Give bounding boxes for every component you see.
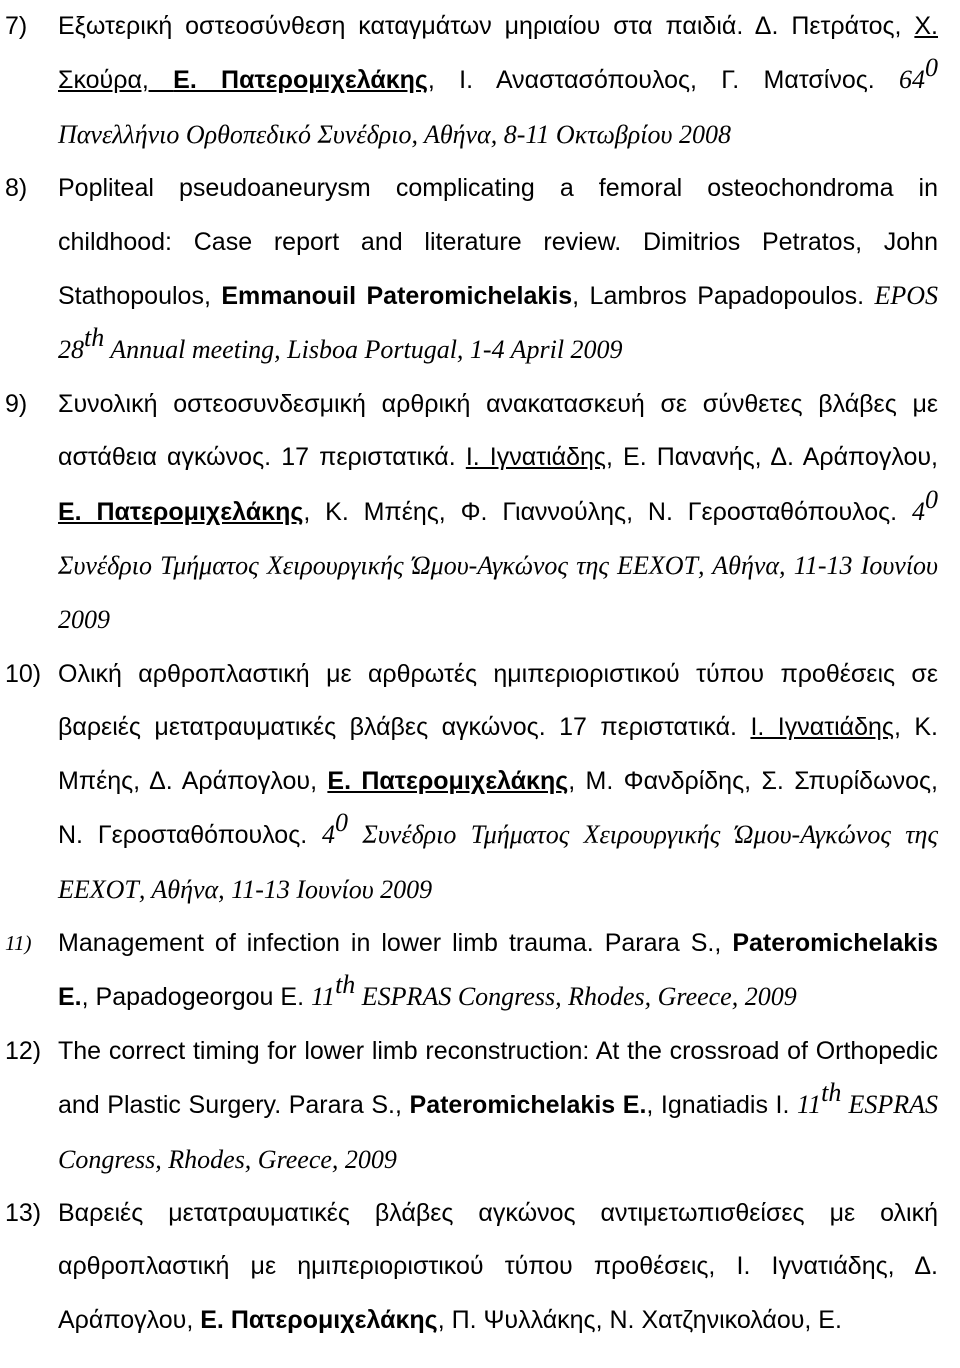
entry-text-segment: Emmanouil Pateromichelakis <box>221 282 573 311</box>
entry-text-segment: 64 <box>899 65 926 95</box>
entry-text-segment: 4 <box>322 820 336 850</box>
entry-number: 12) <box>5 1036 42 1065</box>
entry-text-segment: th <box>335 970 356 1000</box>
entry-text-segment: Βαρειές μετατραυματικές βλάβες αγκώνος αντιμετωπισθείσες με ολική αρθροπλαστική με ημιπεριοριστικού τύπου προθέσεις, Ι. Ιγνατιάδης, Δ. Αράπογλου, <box>58 1198 938 1334</box>
entry-text-segment: Ολική αρθροπλαστική με αρθρωτές ημιπεριοριστικού τύπου προθέσεις σε βαρειές μετατραυματικές βλάβες αγκώνος. 17 περιστατικά. <box>58 659 938 742</box>
entry-text-segment: Ε. Πατερομιχελάκης <box>200 1305 438 1334</box>
entry-text-segment: Ε. Πατερομιχελάκης <box>327 766 569 795</box>
entry-text-segment: Χ. Σκούρα, <box>58 12 938 95</box>
entry-text-segment: Ι. Ιγνατιάδης <box>465 443 606 472</box>
entry-text-segment: th <box>84 323 105 353</box>
entry-text-segment: , Lambros Papadopoulos. <box>572 282 875 311</box>
publication-entry <box>0 0 960 162</box>
entry-text-segment: Εξωτερική οστεοσύνθεση καταγμάτων μηριαίου στα παιδιά. Δ. Πετράτος, <box>58 12 915 40</box>
entry-number: 11) <box>5 930 32 955</box>
entry-number: 8) <box>5 174 28 203</box>
entry-text-segment: , Papadogeorgou E. <box>81 983 311 1012</box>
entry-text-segment: The correct timing for lower limb reconstruction: At the crossroad of Orthopedic and Plastic Surgery. Parara S., <box>58 1036 938 1120</box>
entry-text-segment: Popliteal pseudoaneurysm complicating a femoral osteochondroma in childhood: Case report and literature review. Dimitrios Petratos, John Stathopoulos, <box>58 174 938 311</box>
publication-entry <box>0 378 960 648</box>
entry-text-segment: , Ε. Πανανής, Δ. Αράπογλου, <box>605 443 938 472</box>
entry-text-segment: , Π. Ψυλλάκης, Ν. Χατζηνικολάου, Ε. <box>437 1305 842 1334</box>
entry-text-segment: Annual meeting, Lisboa Portugal, 1-4 April 2009 <box>104 335 623 365</box>
entry-text-segment: Pateromichelakis E. <box>58 928 938 1012</box>
entry-text-segment: Ε. Πατερομιχελάκης <box>58 497 304 526</box>
entry-text-segment: 11 <box>310 982 336 1012</box>
publication-entry <box>0 1187 960 1347</box>
entry-text-segment: 11 <box>797 1090 822 1120</box>
entry-text-segment: Συνολική οστεοσυνδεσμική αρθρική ανακατασκευή σε σύνθετες βλάβες με αστάθεια αγκώνος. 17 περιστατικά. <box>58 389 938 472</box>
entry-text-segment: ESPRAS Congress, Rhodes, Greece, 2009 <box>355 982 797 1012</box>
entry-text-segment: Πανελλήνιο Ορθοπεδικό Συνέδριο, Αθήνα, 8-11 Οκτωβρίου 2008 <box>58 119 731 149</box>
entry-text-segment: 4 <box>912 496 925 526</box>
entry-number: 10) <box>5 659 42 688</box>
entry-number: 7) <box>5 12 28 40</box>
entry-number: 13) <box>5 1198 42 1227</box>
entry-text-segment: 0 <box>335 808 349 838</box>
entry-text-segment: , Κ. Μπέης, Φ. Γιαννούλης, Ν. Γεροσταθόπουλος. <box>303 497 912 526</box>
entry-text-segment: , Μ. Φανδρίδης, Σ. Σπυρίδωνος, Ν. Γεροσταθόπουλος. <box>58 766 938 850</box>
entry-text-segment: 0 <box>925 484 938 514</box>
entry-text-segment: 0 <box>925 53 939 83</box>
entry-text-segment: , Ignatiadis I. <box>646 1091 798 1120</box>
entry-text-segment: EPOS 28 <box>58 281 939 365</box>
entry-text-segment: , Κ. Μπέης, Δ. Αράπογλου, <box>58 713 938 795</box>
entry-text-segment: th <box>821 1078 842 1108</box>
publication-entry <box>0 162 960 378</box>
entry-text-segment: Συνέδριο Τμήματος Χειρουργικής Ώμου-Αγκώνος της ΕΕΧΟΤ, Αθήνα, 11-13 Ιουνίου 2009 <box>58 551 938 635</box>
entry-text-segment: ESPRAS Congress, Rhodes, Greece, 2009 <box>58 1090 938 1174</box>
entry-text-segment: Συνέδριο Τμήματος Χειρουργικής Ώμου-Αγκώνος της ΕΕΧΟΤ, Αθήνα, 11-13 Ιουνίου 2009 <box>58 820 939 904</box>
publication-entry <box>0 648 960 917</box>
entry-text-segment: Pateromichelakis E. <box>409 1091 647 1120</box>
entry-text-segment: , Ι. Αναστασόπουλος, Γ. Ματσίνος. <box>427 66 900 95</box>
publication-entry <box>0 917 960 1025</box>
entry-number: 9) <box>5 389 28 418</box>
publication-entry <box>0 1025 960 1187</box>
entry-text-segment: Ι. Ιγνατιάδης <box>750 713 894 742</box>
entry-text-segment: Management of infection in lower limb trauma. Parara S., <box>58 928 733 957</box>
entry-text-segment: Ε. Πατερομιχελάκης <box>173 66 428 95</box>
